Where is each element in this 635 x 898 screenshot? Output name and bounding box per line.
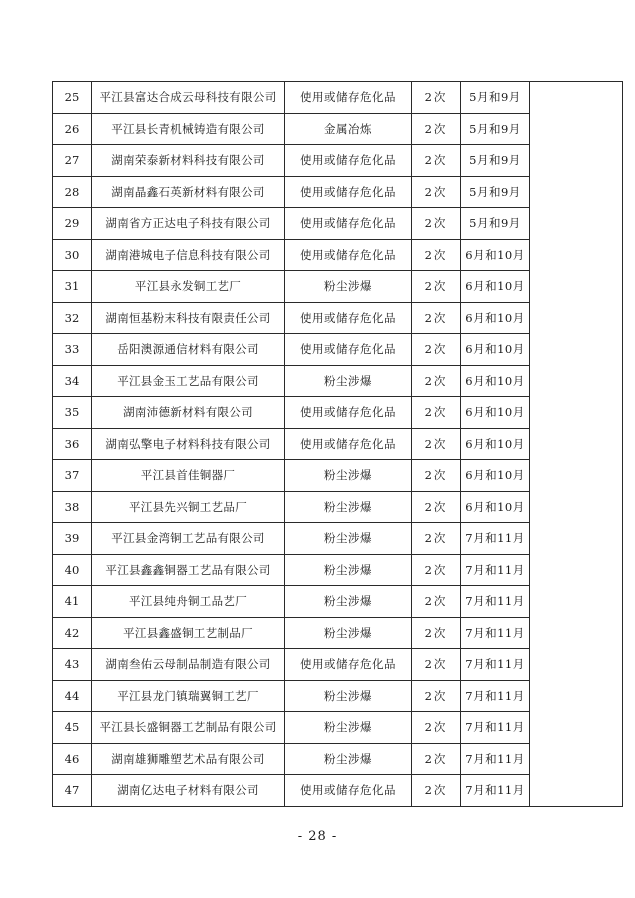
company-name: 平江县长青机械铸造有限公司 (92, 113, 285, 145)
inspection-times: 2次 (412, 775, 461, 807)
inspection-months: 5月和9月 (461, 113, 530, 145)
inspection-times: 2次 (412, 680, 461, 712)
hazard-category: 使用或储存危化品 (285, 428, 412, 460)
inspection-times: 2次 (412, 176, 461, 208)
company-name: 湖南沛德新材料有限公司 (92, 397, 285, 429)
row-number: 31 (53, 271, 92, 303)
inspection-times: 2次 (412, 491, 461, 523)
hazard-category: 粉尘涉爆 (285, 743, 412, 775)
inspection-times: 2次 (412, 743, 461, 775)
company-name: 湖南荣泰新材料科技有限公司 (92, 145, 285, 177)
inspection-months: 6月和10月 (461, 365, 530, 397)
inspection-times: 2次 (412, 460, 461, 492)
company-name: 湖南亿达电子材料有限公司 (92, 775, 285, 807)
inspection-months: 6月和10月 (461, 302, 530, 334)
company-name: 平江县鑫鑫铜器工艺品有限公司 (92, 554, 285, 586)
remarks-cell (530, 82, 623, 807)
hazard-category: 粉尘涉爆 (285, 523, 412, 555)
company-name: 湖南弘擎电子材料科技有限公司 (92, 428, 285, 460)
inspection-months: 7月和11月 (461, 649, 530, 681)
row-number: 40 (53, 554, 92, 586)
row-number: 32 (53, 302, 92, 334)
inspection-times: 2次 (412, 397, 461, 429)
hazard-category: 使用或储存危化品 (285, 82, 412, 114)
hazard-category: 粉尘涉爆 (285, 491, 412, 523)
hazard-category: 粉尘涉爆 (285, 554, 412, 586)
company-name: 湖南叁佑云母制品制造有限公司 (92, 649, 285, 681)
row-number: 25 (53, 82, 92, 114)
company-name: 平江县纯舟铜工品艺厂 (92, 586, 285, 618)
page-number: - 28 - (297, 829, 338, 844)
company-name: 平江县先兴铜工艺品厂 (92, 491, 285, 523)
inspection-months: 7月和11月 (461, 680, 530, 712)
inspection-times: 2次 (412, 208, 461, 240)
hazard-category: 使用或储存危化品 (285, 775, 412, 807)
inspection-times: 2次 (412, 113, 461, 145)
hazard-category: 使用或储存危化品 (285, 239, 412, 271)
inspection-times: 2次 (412, 239, 461, 271)
row-number: 33 (53, 334, 92, 366)
row-number: 39 (53, 523, 92, 555)
hazard-category: 粉尘涉爆 (285, 460, 412, 492)
inspection-times: 2次 (412, 365, 461, 397)
inspection-months: 7月和11月 (461, 554, 530, 586)
hazard-category: 粉尘涉爆 (285, 586, 412, 618)
inspection-months: 5月和9月 (461, 145, 530, 177)
inspection-times: 2次 (412, 428, 461, 460)
company-name: 湖南雄狮雕塑艺术品有限公司 (92, 743, 285, 775)
hazard-category: 金属冶炼 (285, 113, 412, 145)
row-number: 26 (53, 113, 92, 145)
row-number: 37 (53, 460, 92, 492)
company-name: 平江县永发铜工艺厂 (92, 271, 285, 303)
inspection-months: 5月和9月 (461, 208, 530, 240)
row-number: 47 (53, 775, 92, 807)
row-number: 41 (53, 586, 92, 618)
row-number: 29 (53, 208, 92, 240)
row-number: 28 (53, 176, 92, 208)
inspection-months: 7月和11月 (461, 586, 530, 618)
row-number: 45 (53, 712, 92, 744)
hazard-category: 使用或储存危化品 (285, 649, 412, 681)
inspection-times: 2次 (412, 271, 461, 303)
company-name: 平江县鑫盛铜工艺制品厂 (92, 617, 285, 649)
company-name: 湖南恒基粉末科技有限责任公司 (92, 302, 285, 334)
inspection-months: 6月和10月 (461, 271, 530, 303)
row-number: 35 (53, 397, 92, 429)
hazard-category: 粉尘涉爆 (285, 365, 412, 397)
hazard-category: 粉尘涉爆 (285, 617, 412, 649)
company-name: 湖南港城电子信息科技有限公司 (92, 239, 285, 271)
inspection-times: 2次 (412, 617, 461, 649)
company-name: 平江县金湾铜工艺品有限公司 (92, 523, 285, 555)
inspection-times: 2次 (412, 334, 461, 366)
inspection-months: 7月和11月 (461, 712, 530, 744)
inspection-months: 6月和10月 (461, 460, 530, 492)
row-number: 42 (53, 617, 92, 649)
company-name: 平江县长盛铜器工艺制品有限公司 (92, 712, 285, 744)
company-name: 岳阳澳源通信材料有限公司 (92, 334, 285, 366)
inspection-times: 2次 (412, 523, 461, 555)
inspection-months: 5月和9月 (461, 176, 530, 208)
hazard-category: 使用或储存危化品 (285, 334, 412, 366)
company-name: 平江县富达合成云母科技有限公司 (92, 82, 285, 114)
company-name: 湖南省方正达电子科技有限公司 (92, 208, 285, 240)
inspection-months: 7月和11月 (461, 523, 530, 555)
table-body (53, 82, 623, 807)
inspection-months: 6月和10月 (461, 239, 530, 271)
inspection-times: 2次 (412, 554, 461, 586)
inspection-months: 6月和10月 (461, 397, 530, 429)
hazard-category: 粉尘涉爆 (285, 271, 412, 303)
hazard-category: 粉尘涉爆 (285, 712, 412, 744)
inspection-months: 5月和9月 (461, 82, 530, 114)
company-name: 平江县龙门镇瑞翼铜工艺厂 (92, 680, 285, 712)
inspection-times: 2次 (412, 302, 461, 334)
row-number: 36 (53, 428, 92, 460)
hazard-category: 使用或储存危化品 (285, 208, 412, 240)
row-number: 30 (53, 239, 92, 271)
inspection-schedule-table (52, 81, 623, 807)
company-name: 平江县首佳铜器厂 (92, 460, 285, 492)
inspection-times: 2次 (412, 649, 461, 681)
row-number: 43 (53, 649, 92, 681)
row-number: 46 (53, 743, 92, 775)
inspection-months: 6月和10月 (461, 428, 530, 460)
inspection-months: 7月和11月 (461, 617, 530, 649)
company-name: 湖南晶鑫石英新材料有限公司 (92, 176, 285, 208)
hazard-category: 使用或储存危化品 (285, 176, 412, 208)
hazard-category: 使用或储存危化品 (285, 397, 412, 429)
inspection-times: 2次 (412, 712, 461, 744)
company-name: 平江县金玉工艺品有限公司 (92, 365, 285, 397)
hazard-category: 粉尘涉爆 (285, 680, 412, 712)
inspection-months: 6月和10月 (461, 491, 530, 523)
inspection-months: 6月和10月 (461, 334, 530, 366)
hazard-category: 使用或储存危化品 (285, 302, 412, 334)
inspection-months: 7月和11月 (461, 743, 530, 775)
inspection-times: 2次 (412, 145, 461, 177)
row-number: 27 (53, 145, 92, 177)
inspection-months: 7月和11月 (461, 775, 530, 807)
hazard-category: 使用或储存危化品 (285, 145, 412, 177)
row-number: 34 (53, 365, 92, 397)
row-number: 38 (53, 491, 92, 523)
table-row (53, 82, 623, 114)
inspection-times: 2次 (412, 82, 461, 114)
row-number: 44 (53, 680, 92, 712)
inspection-times: 2次 (412, 586, 461, 618)
